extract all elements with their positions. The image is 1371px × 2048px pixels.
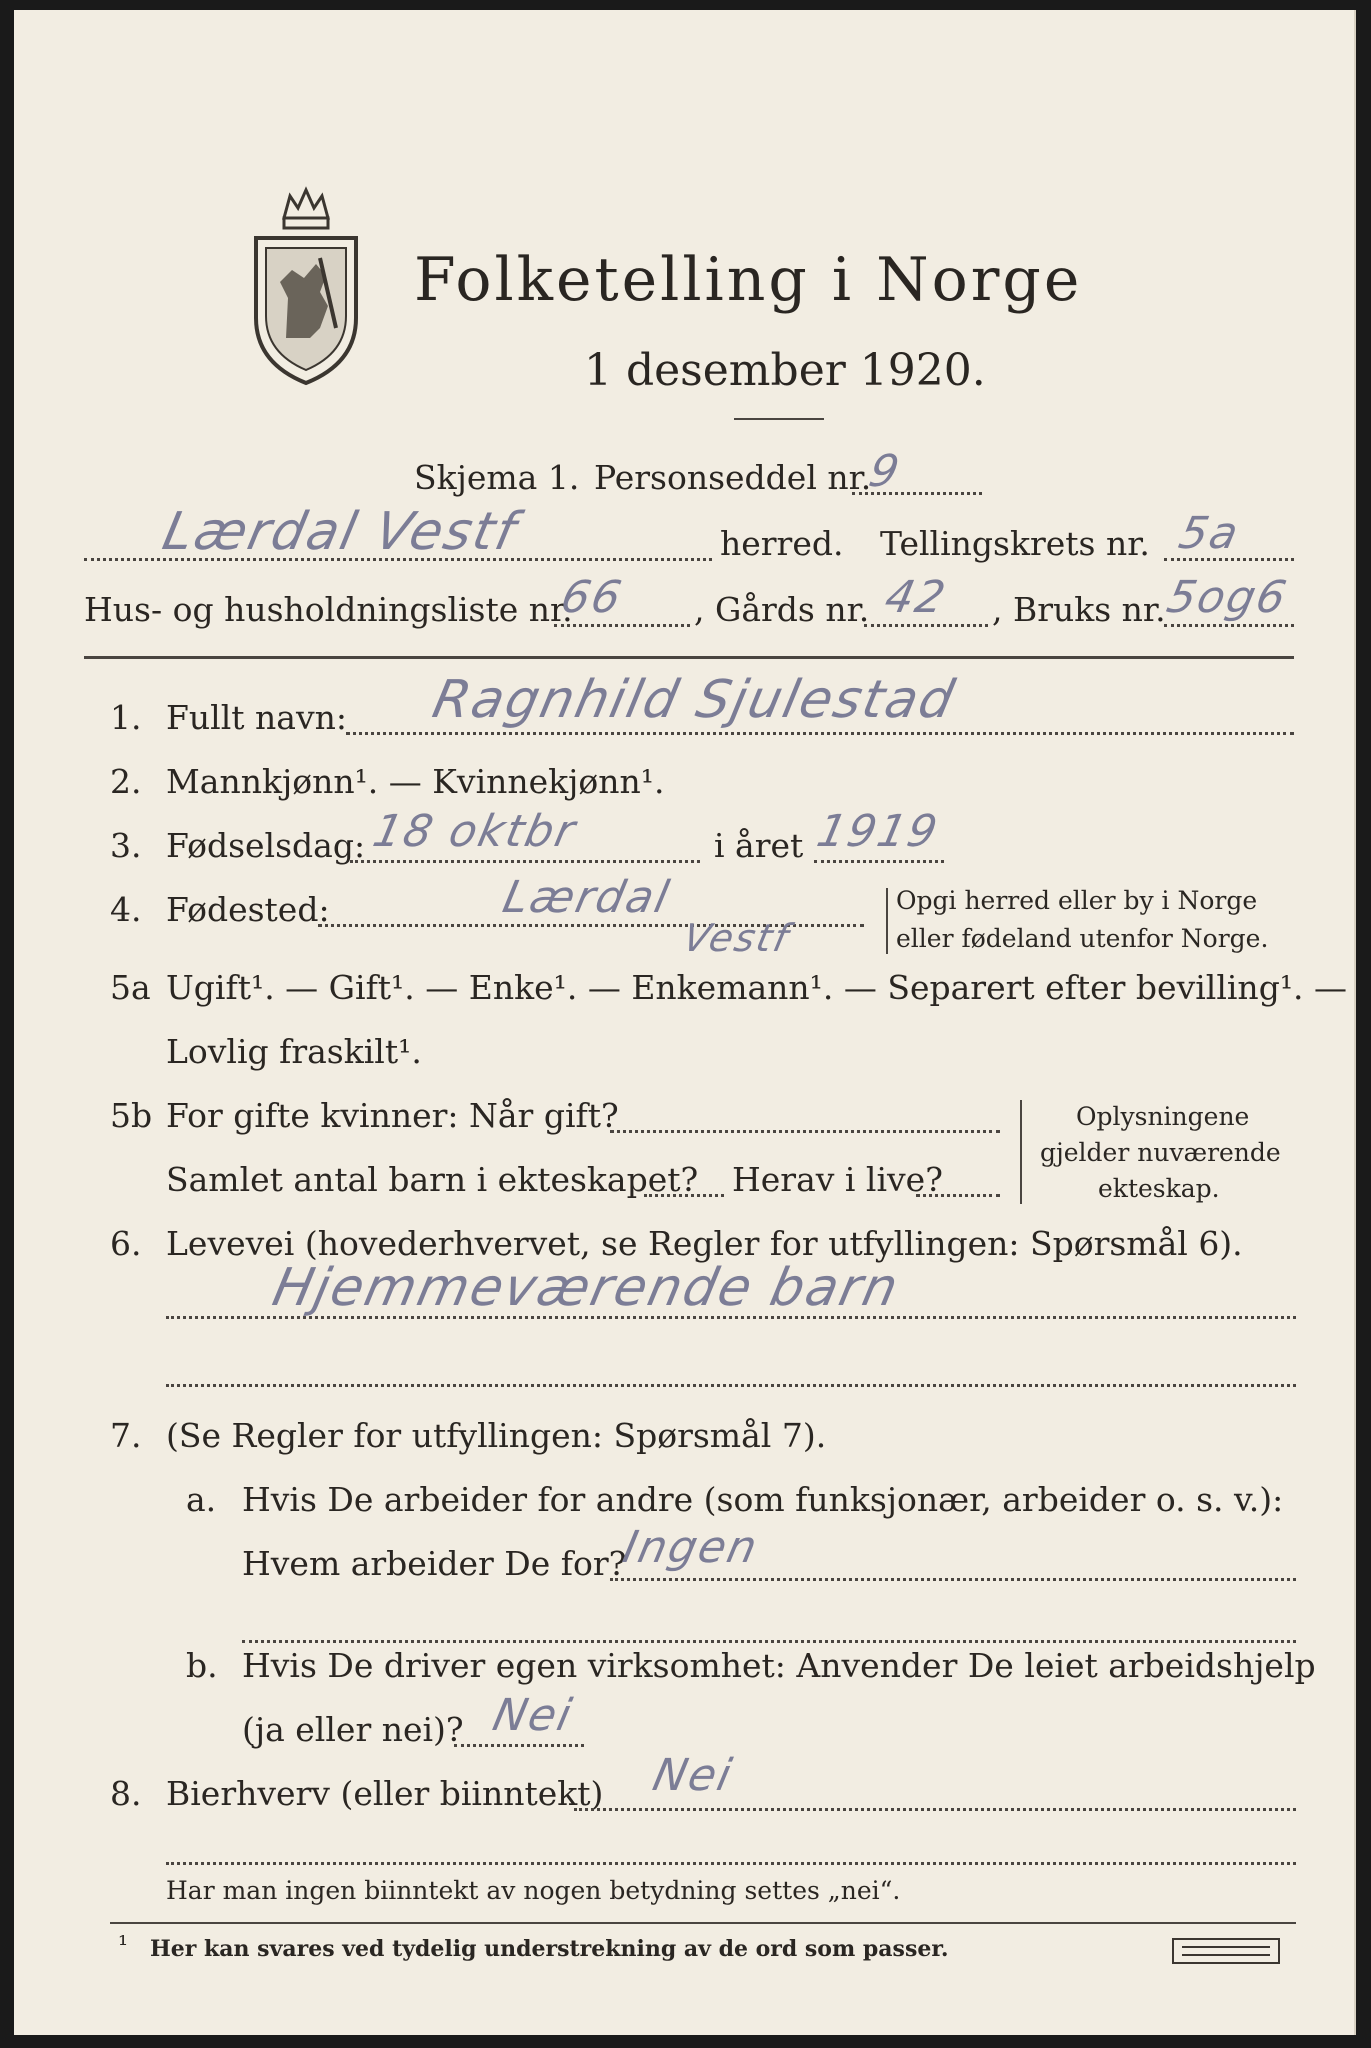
biinntekt-note: Har man ingen biinntekt av nogen betydning settes „nei“. [166,1876,901,1905]
q8-extra-line [166,1862,1296,1865]
q8-line [574,1808,1296,1811]
q3-year-label: i året [714,826,804,865]
q4-value-line1: Lærdal [498,872,675,923]
q7b-value: Nei [488,1690,578,1741]
herred-label: herred. [720,524,844,563]
q6-label: Levevei (hovederhvervet, se Regler for utfyllingen: Spørsmål 6). [166,1224,1243,1263]
q8-label: Bierhverv (eller biinntekt) [166,1774,604,1813]
gards-label: , Gårds nr. [694,590,870,629]
footnote-mark: ¹ [118,1930,129,1959]
q5b-married-line [610,1130,1000,1133]
tellingskrets-label: Tellingskrets nr. [880,524,1150,563]
liste-value: 66 [556,572,628,623]
q5b-label2: Samlet antal barn i ekteskapet? [166,1160,699,1199]
q7b-line2: (ja eller nei)? [242,1710,464,1749]
q3-number: 3. [110,826,142,865]
q3-label: Fødselsdag: [166,826,366,865]
q6-line2 [166,1384,1296,1387]
q5b-note-line1: Oplysningene [1076,1102,1250,1131]
form-title: Folketelling i Norge [414,245,1083,315]
tellingskrets-value: 5a [1174,508,1245,559]
gards-value: 42 [880,572,952,623]
form-date: 1 desember 1920. [584,345,986,396]
q4-number: 4. [110,890,142,929]
schema-label: Skjema 1. [414,458,580,497]
q7a-extra-line [242,1640,1296,1643]
q5b-label3: Herav i live? [732,1160,943,1199]
q8-value: Nei [648,1750,738,1801]
q7b-letter: b. [186,1646,218,1685]
q3-day-value: 18 oktbr [368,806,582,857]
q5b-number: 5b [110,1096,153,1135]
title-divider [734,418,824,420]
q4-label: Fødested: [166,890,330,929]
footnote-text: Her kan svares ved tydelig understrekning av de ord som passer. [150,1936,949,1962]
q4-note-line2: eller fødeland utenfor Norge. [896,924,1269,953]
q6-value: Hjemmeværende barn [267,1258,905,1318]
q4-note-brace [886,888,888,954]
footer-rule [110,1922,1296,1924]
q7a-line [610,1578,1296,1581]
bruks-label: , Bruks nr. [992,590,1166,629]
q7a-line2: Hvem arbeider De for? [242,1544,627,1583]
q5a-number: 5a [110,968,151,1007]
coat-of-arms-icon [246,178,366,388]
personseddel-value: 9 [864,446,906,497]
liste-label: Hus- og husholdningsliste nr. [84,590,573,629]
q7a-letter: a. [186,1480,217,1519]
q5b-note-line2: gjelder nuværende [1040,1138,1281,1167]
q7-number: 7. [110,1416,142,1455]
herred-value: Lærdal Vestf [157,502,523,562]
q5a-line1: Ugift¹. — Gift¹. — Enke¹. — Enkemann¹. — Separert efter bevilling¹. — [166,968,1348,1007]
q1-line [346,732,1294,735]
header-rule [84,656,1294,659]
q2-label: Mannkjønn¹. — Kvinnekjønn¹. [166,762,665,801]
q3-year-value: 1919 [812,806,944,857]
q5b-label1: For gifte kvinner: Når gift? [166,1096,619,1135]
q5b-note-brace [1020,1100,1022,1204]
q3-year-line [814,860,944,863]
q1-label: Fullt navn: [166,698,347,737]
q1-value: Ragnhild Sjulestad [427,670,961,730]
q3-day-line [350,860,700,863]
q7b-line [454,1744,584,1747]
bruks-line [1164,624,1294,627]
q7-label: (Se Regler for utfyllingen: Spørsmål 7). [166,1416,827,1455]
census-form [14,10,1356,2035]
q8-number: 8. [110,1774,142,1813]
q7b-line1: Hvis De driver egen virksomhet: Anvender De leiet arbeidshjelp [242,1646,1316,1685]
q5a-line2: Lovlig fraskilt¹. [166,1032,422,1071]
q1-number: 1. [110,698,142,737]
q2-number: 2. [110,762,142,801]
q4-note-line1: Opgi herred eller by i Norge [896,886,1258,915]
q5b-alive-line [916,1194,1000,1197]
q4-value-line2: Vestf [679,916,794,960]
q6-number: 6. [110,1224,142,1263]
gards-line [864,624,988,627]
q5b-children-line [644,1194,724,1197]
q7a-value: Ingen [618,1522,764,1573]
q7a-line1: Hvis De arbeider for andre (som funksjonær, arbeider o. s. v.): [242,1480,1284,1519]
printer-stamp-icon [1172,1938,1280,1964]
liste-line [554,624,690,627]
personseddel-label: Personseddel nr. [594,458,872,497]
q5b-note-line3: ekteskap. [1098,1174,1220,1203]
bruks-value: 5og6 [1162,572,1293,623]
